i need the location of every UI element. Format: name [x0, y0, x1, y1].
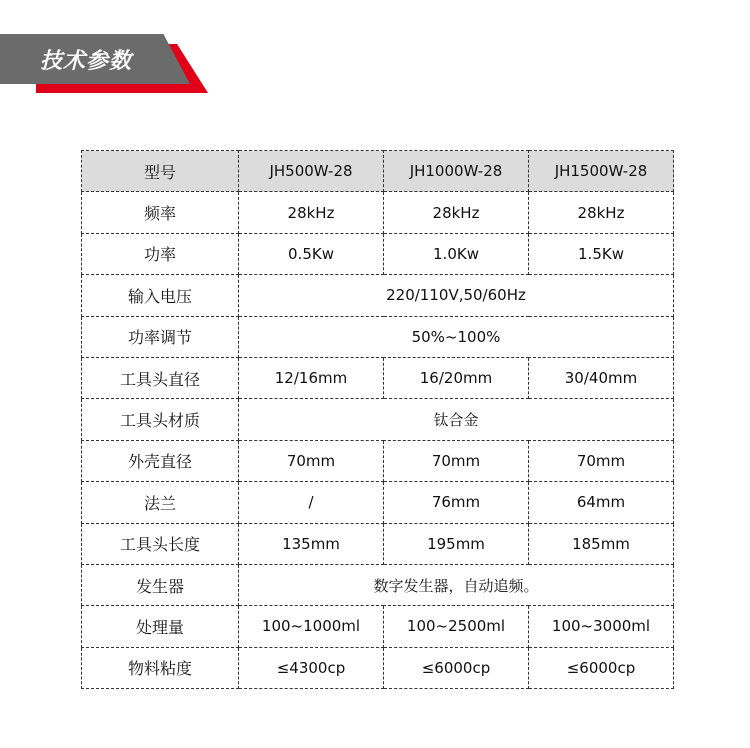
cell-value: ≤4300cp [239, 647, 384, 688]
row-label: 法兰 [82, 482, 239, 523]
cell-value: 钛合金 [239, 399, 674, 440]
table-row [82, 399, 674, 440]
cell-value: 50%~100% [239, 316, 674, 357]
row-label: 功率调节 [82, 316, 239, 357]
cell-value: 70mm [529, 440, 674, 481]
cell-value: 16/20mm [384, 357, 529, 398]
cell-value: 28kHz [384, 192, 529, 233]
row-label: 发生器 [82, 564, 239, 605]
table-row [82, 647, 674, 688]
cell-value: 70mm [239, 440, 384, 481]
cell-value: 12/16mm [239, 357, 384, 398]
row-label: 工具头长度 [82, 523, 239, 564]
cell-value: JH500W-28 [239, 151, 384, 192]
cell-value: JH1500W-28 [529, 151, 674, 192]
cell-value: 28kHz [529, 192, 674, 233]
cell-value: 0.5Kw [239, 233, 384, 274]
table-row [82, 275, 674, 316]
cell-value: 1.5Kw [529, 233, 674, 274]
row-label: 工具头直径 [82, 357, 239, 398]
cell-value: 1.0Kw [384, 233, 529, 274]
cell-value: 70mm [384, 440, 529, 481]
row-label: 型号 [82, 151, 239, 192]
cell-value: 数字发生器，自动追频。 [239, 564, 674, 605]
cell-value: 76mm [384, 482, 529, 523]
cell-value: 100~3000ml [529, 606, 674, 647]
row-label: 输入电压 [82, 275, 239, 316]
row-label: 功率 [82, 233, 239, 274]
cell-value: 64mm [529, 482, 674, 523]
table-row [82, 357, 674, 398]
cell-value: 220/110V,50/60Hz [239, 275, 674, 316]
table-row [82, 606, 674, 647]
table-row [82, 482, 674, 523]
row-label: 处理量 [82, 606, 239, 647]
cell-value: 100~1000ml [239, 606, 384, 647]
section-title: 技术参数 [40, 49, 133, 74]
cell-value: 30/40mm [529, 357, 674, 398]
cell-value: 195mm [384, 523, 529, 564]
table-row [82, 316, 674, 357]
cell-value: 185mm [529, 523, 674, 564]
table-row [82, 523, 674, 564]
cell-value: 28kHz [239, 192, 384, 233]
row-label: 物料粘度 [82, 647, 239, 688]
spec-table [81, 150, 674, 689]
row-label: 工具头材质 [82, 399, 239, 440]
cell-value: / [239, 482, 384, 523]
cell-value: JH1000W-28 [384, 151, 529, 192]
cell-value: ≤6000cp [529, 647, 674, 688]
cell-value: 135mm [239, 523, 384, 564]
cell-value: 100~2500ml [384, 606, 529, 647]
table-row [82, 440, 674, 481]
cell-value: ≤6000cp [384, 647, 529, 688]
table-row [82, 564, 674, 605]
row-label: 外壳直径 [82, 440, 239, 481]
row-label: 频率 [82, 192, 239, 233]
table-header-row [82, 151, 674, 192]
table-row [82, 192, 674, 233]
table-row [82, 233, 674, 274]
